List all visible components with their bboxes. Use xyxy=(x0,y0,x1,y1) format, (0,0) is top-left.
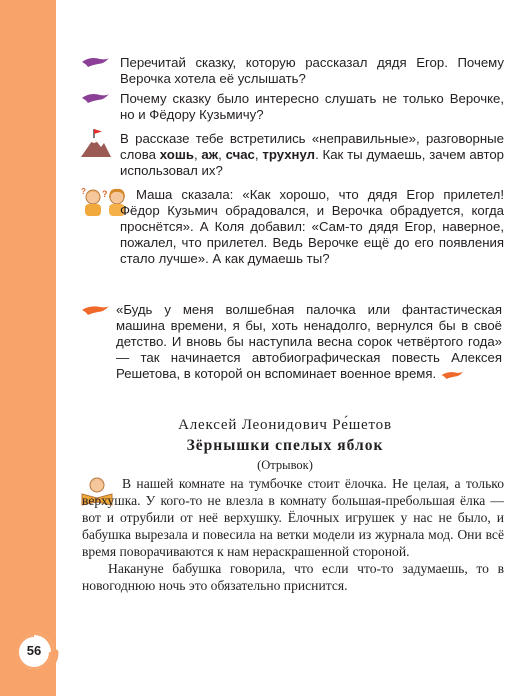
word-4: трухнул xyxy=(262,147,316,162)
question-1-text: Перечитай сказку, которую рассказал дядя Егор. Почему Верочка хотела её услышать? xyxy=(120,55,504,86)
mountain-flag-icon xyxy=(80,128,112,158)
svg-text:?: ? xyxy=(81,187,86,196)
orange-brush-icon xyxy=(440,370,464,380)
svg-text:?: ? xyxy=(102,189,108,199)
question-4-text: Маша сказала: «Как хорошо, что дядя Егор прилетел! Фёдор Кузьмич обрадовался, и Верочка обрадуется, когда проснётся». А Коля добавил: «Сам-то дядя Егор, наверное, пожалел, что прилетел. Ведь Верочке ещё до его появления стало лучше». А как думаешь ты? xyxy=(120,187,504,266)
purple-brush-icon xyxy=(80,55,110,69)
page-number-badge xyxy=(14,632,54,672)
question-1 xyxy=(120,55,504,87)
page-margin-strip xyxy=(0,0,56,696)
word-2: аж xyxy=(201,147,219,162)
question-3 xyxy=(120,131,504,179)
story-text xyxy=(82,475,504,594)
question-3-text: В рассказе тебе встретились «неправильные», разговорные слова хошь, аж, счас, трухнул. Как ты думаешь, зачем автор использовал их? xyxy=(120,131,505,178)
story-paragraph-1: В нашей комнате на тумбочке стоит ёлочка. Не целая, а только верхушка. У кого-то не влезла в комнату большая-пребольшая ёлка — вот и отрубили от неё верхушку. Ёлочных игрушек у нас не было, и бабушка вырезала и повесила на ветки модели из журнала мод. Они всё время поворачиваются к нам нераскрашенной стороной. xyxy=(82,476,504,559)
story-title: Зёрнышки спелых яблок xyxy=(186,437,384,454)
page-number: 56 xyxy=(26,643,42,658)
word-1: хошь xyxy=(159,147,194,162)
orange-brush-icon xyxy=(80,304,110,316)
author-name: Алексей Леонидович Ре́шетов xyxy=(178,417,392,433)
story-subtitle: (Отрывок) xyxy=(257,458,313,472)
question-2 xyxy=(120,91,504,123)
question-4 xyxy=(120,187,504,267)
intro-paragraph xyxy=(116,302,502,382)
purple-brush-icon xyxy=(80,91,110,105)
question-2-text: Почему сказку было интересно слушать не только Верочке, но и Фёдору Кузьмичу? xyxy=(120,91,504,122)
story-paragraph-2: Накануне бабушка говорила, что если что-то задумаешь, то в новогоднюю ночь это обязательно приснится. xyxy=(82,561,504,593)
word-3: счас xyxy=(225,147,255,162)
intro-text: «Будь у меня волшебная палочка или фантастическая машина времени, я бы, хоть ненадолго, вернулся бы в своё детство. И вновь бы наступила весна сорок четвёртого года» — так начинается автобиографическая повесть Алексея Решетова, в которой он вспоминает военное время. xyxy=(116,302,502,381)
